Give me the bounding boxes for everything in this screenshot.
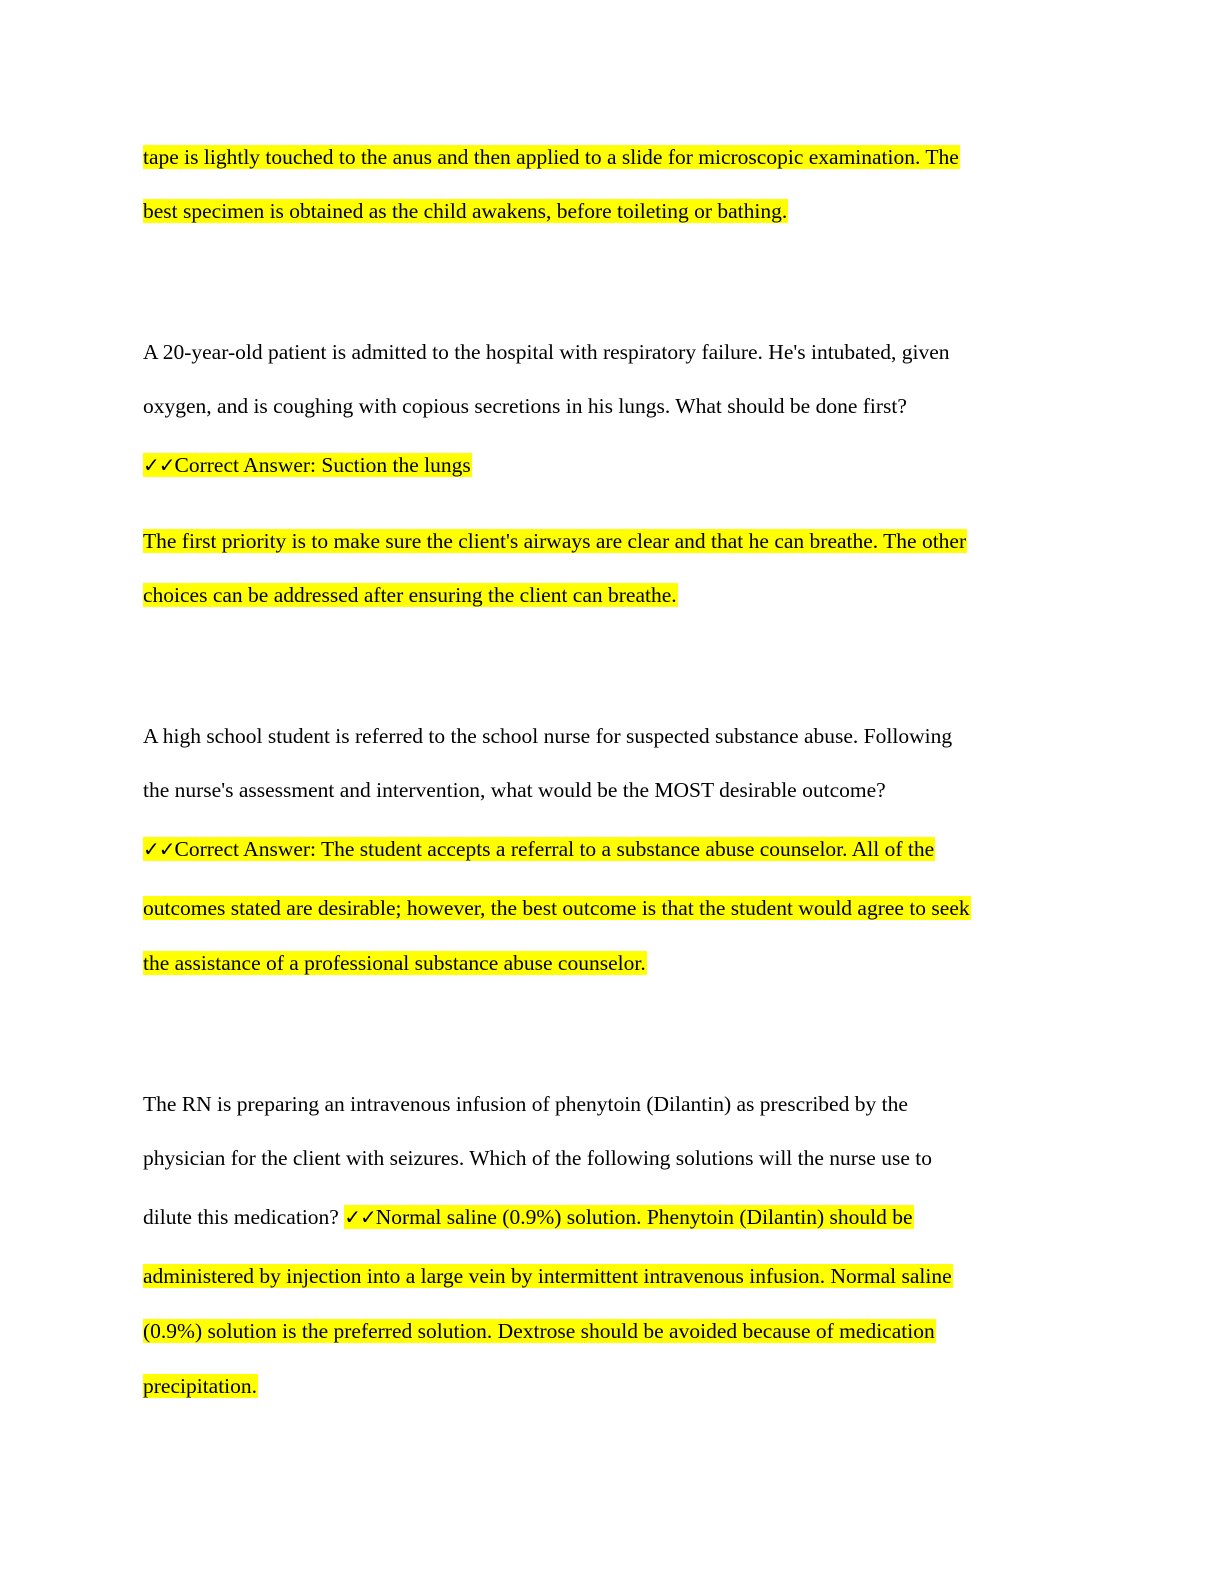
- highlighted-text: the assistance of a professional substance abuse counselor.: [143, 951, 646, 975]
- answer-text: Correct Answer: The student accepts a referral to a substance abuse counselor. All of the: [174, 837, 935, 861]
- question-3-answer-4: [143, 1371, 258, 1401]
- question-2-line-2: [143, 775, 886, 805]
- question-1-line-2: [143, 391, 907, 421]
- highlighted-text: outcomes stated are desirable; however, the best outcome is that the student would agree to seek: [143, 896, 970, 920]
- question-3-line-1: [143, 1089, 908, 1119]
- highlighted-text: The first priority is to make sure the client's airways are clear and that he can breathe. The other: [143, 529, 967, 553]
- question-text: the nurse's assessment and intervention, what would be the MOST desirable outcome?: [143, 778, 886, 802]
- question-text: dilute this medication?: [143, 1205, 345, 1229]
- question-3-answer-2: [143, 1261, 953, 1291]
- highlighted-text: best specimen is obtained as the child awakens, before toileting or bathing.: [143, 199, 788, 223]
- question-text: oxygen, and is coughing with copious secretions in his lungs. What should be done first?: [143, 394, 907, 418]
- answer-highlight: [143, 837, 935, 861]
- question-1-explanation-1: [143, 526, 967, 556]
- highlighted-text: (0.9%) solution is the preferred solution. Dextrose should be avoided because of medication: [143, 1319, 935, 1343]
- answer-highlight: [344, 1205, 913, 1229]
- answer-text: Normal saline (0.9%) solution. Phenytoin (Dilantin) should be: [375, 1205, 913, 1229]
- question-3-answer-3: [143, 1316, 936, 1346]
- answer-text: Correct Answer: Suction the lungs: [174, 453, 471, 477]
- question-1-line-1: [143, 337, 950, 367]
- continuation-line-2: [143, 196, 788, 226]
- continuation-line-1: [143, 142, 960, 172]
- question-1-explanation-2: [143, 580, 678, 610]
- highlighted-text: choices can be addressed after ensuring the client can breathe.: [143, 583, 677, 607]
- double-check-icon: ✓✓: [344, 1205, 376, 1229]
- question-2-answer-2: [143, 893, 971, 923]
- question-3-line-3: [143, 1202, 914, 1232]
- question-text: physician for the client with seizures. Which of the following solutions will the nurse use to: [143, 1146, 932, 1170]
- question-2-line-1: [143, 721, 952, 751]
- question-2-answer-3: [143, 948, 647, 978]
- question-2-answer-1: [143, 834, 935, 864]
- double-check-icon: ✓✓: [143, 837, 175, 861]
- highlighted-text: tape is lightly touched to the anus and then applied to a slide for microscopic examination. The: [143, 145, 959, 169]
- question-3-line-2: [143, 1143, 932, 1173]
- question-text: A high school student is referred to the school nurse for suspected substance abuse. Following: [143, 724, 953, 748]
- question-1-answer: [143, 450, 472, 480]
- question-text: A 20-year-old patient is admitted to the hospital with respiratory failure. He's intubated, given: [143, 340, 950, 364]
- highlighted-text: precipitation.: [143, 1374, 258, 1398]
- answer-highlight: [143, 453, 472, 477]
- double-check-icon: ✓✓: [143, 453, 175, 477]
- highlighted-text: administered by injection into a large vein by intermittent intravenous infusion. Normal saline: [143, 1264, 952, 1288]
- question-text: The RN is preparing an intravenous infusion of phenytoin (Dilantin) as prescribed by the: [143, 1092, 908, 1116]
